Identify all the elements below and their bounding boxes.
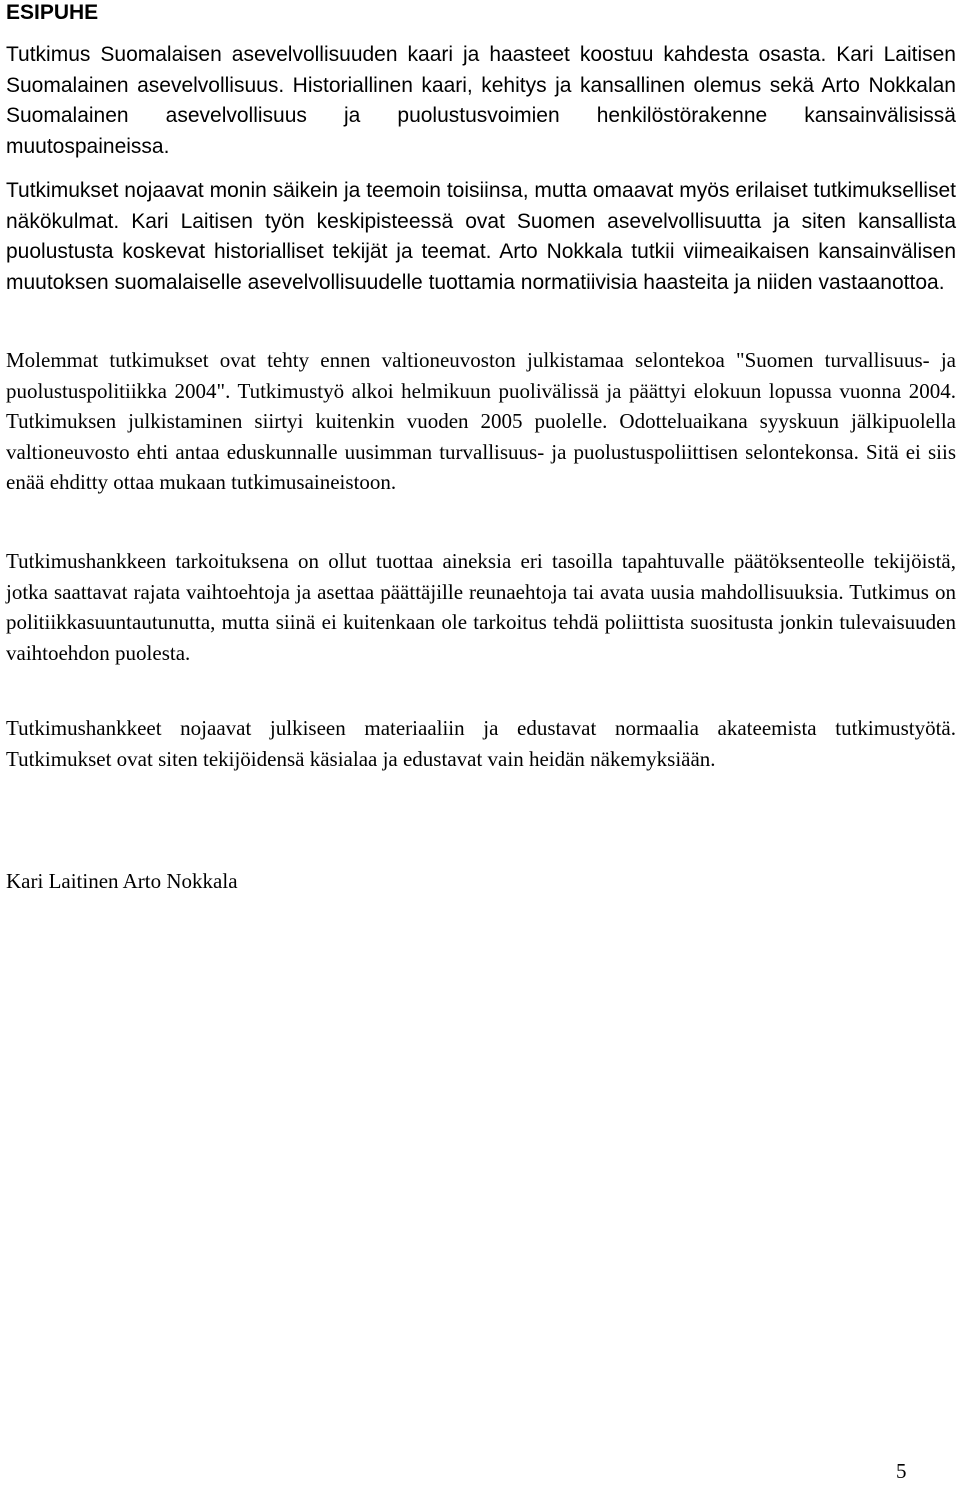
author-signature: Kari Laitinen Arto Nokkala — [6, 869, 238, 893]
page-title: ESIPUHE — [6, 1, 99, 24]
paragraph-materials: Tutkimushankkeet nojaavat julkiseen materiaaliin ja edustavat normaalia akateemista tutkimustyötä. Tutkimukset ovat siten tekijöidensä käsialaa ja edustavat vain heidän näkemyksiään. — [6, 716, 956, 771]
paragraph-timeline: Molemmat tutkimukset ovat tehty ennen valtioneuvoston julkistamaa selontekoa "Suomen turvallisuus- ja puolustuspolitiikka 2004". Tutkimustyö alkoi helmikuun puolivälissä ja päättyi elokuun lopussa vuonna 2004. Tutkimuksen julkistaminen siirtyi kuitenkin vuoden 2005 puolelle. Odotteluaikana syyskuun jälkipuolella valtioneuvosto ehti antaa eduskunnalle uusimman turvallisuus- ja puolustuspoliittisen selontekonsa. Sitä ei siis enää ehditty ottaa mukaan tutkimusaineistoon. — [6, 348, 956, 495]
paragraph-perspectives: Tutkimukset nojaavat monin säikein ja teemoin toisiinsa, mutta omaavat myös erilaiset tutkimukselliset näkökulmat. Kari Laitisen työn keskipisteessä ovat Suomen asevelvollisuutta ja siten kansallista puolustusta koskevat historialliset tekijät ja teemat. Arto Nokkala tutkii viimeaikaisen kansainvälisen muutoksen suomalaiselle asevelvollisuudelle tuottamia normatiivisia haasteita ja niiden vastaanottoa. — [6, 179, 956, 294]
paragraph-intro: Tutkimus Suomalaisen asevelvollisuuden kaari ja haasteet koostuu kahdesta osasta. Kari Laitisen Suomalainen asevelvollisuus. Historiallinen kaari, kehitys ja kansallinen olemus sekä Arto Nokkalan Suomalainen asevelvollisuus ja puolustusvoimien henkilöstörakenne kansainvälisissä muutospaineissa. — [6, 43, 956, 158]
page-number: 5 — [896, 1459, 907, 1483]
paragraph-purpose: Tutkimushankkeen tarkoituksena on ollut tuottaa aineksia eri tasoilla tapahtuvalle päätöksenteolle tekijöistä, jotka saattavat rajata vaihtoehtoja ja asettaa päättäjille reunaehtoja tai avata uusia mahdollisuuksia. Tutkimus on politiikkasuuntautunutta, mutta siinä ei kuitenkaan ole tarkoitus tehdä poliittista suositusta jonkin tulevaisuuden vaihtoehdon puolesta. — [6, 549, 956, 665]
